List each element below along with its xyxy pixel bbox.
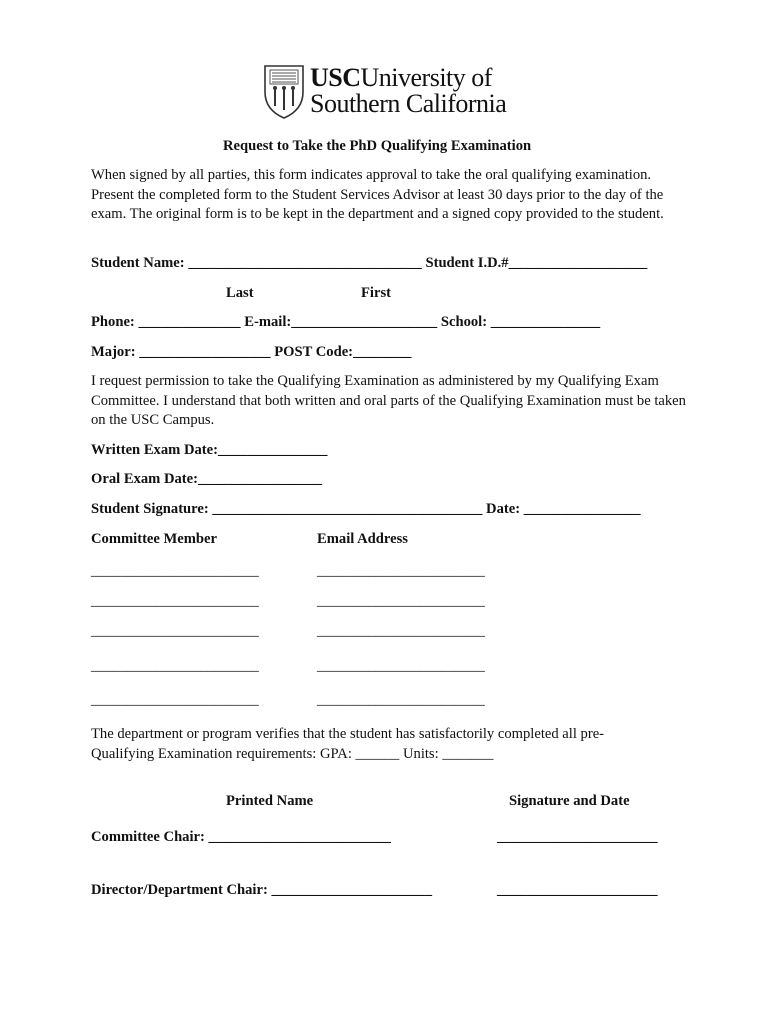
written-exam-row [91,441,327,460]
intro-paragraph: When signed by all parties, this form indicates approval to take the oral qualifying examination. Present the completed form to the Student Services Advisor at least 30 days prior to the day of the exam. The original form is to be kept in the department and a signed copy provided to the student. [91,167,664,222]
email-label: E-mail: [244,314,292,330]
units-label: Units: [399,746,443,762]
logo-line-2: Southern California [310,89,507,118]
email-address-header: Email Address [317,531,408,547]
student-name-label: Student Name: [91,255,185,271]
committee-email-field[interactable]: _______________________ [317,658,485,674]
written-exam-label: Written Exam Date: [91,442,218,458]
major-field[interactable]: __________________ [139,344,271,360]
post-code-label: POST Code: [274,344,354,360]
major-row [91,343,411,362]
student-signature-row [91,500,640,519]
student-signature-label: Student Signature: [91,501,209,517]
contact-row [91,313,600,332]
director-row [91,881,432,900]
committee-email-field[interactable]: _______________________ [317,623,485,639]
committee-email-field[interactable]: _______________________ [317,563,485,579]
oral-exam-row [91,470,322,489]
student-name-field[interactable]: ________________________________ [188,255,422,271]
student-signature-field[interactable]: _____________________________________ [212,501,483,517]
units-field[interactable]: _______ [442,746,494,762]
committee-member-field[interactable]: _______________________ [91,692,259,708]
email-field[interactable]: ____________________ [291,314,438,330]
committee-member-field[interactable]: _______________________ [91,623,259,639]
date-label: Date: [486,501,521,517]
written-exam-field[interactable]: _______________ [218,442,328,458]
verify-line-2 [91,745,493,764]
signature-date-header: Signature and Date [509,793,630,809]
committee-chair-row [91,828,391,847]
last-label: Last [226,285,254,301]
verify-line-1: The department or program verifies that the student has satisfactorily completed all pre- [91,726,605,742]
form-title: Request to Take the PhD Qualifying Examination [223,138,532,154]
school-label: School: [440,314,488,330]
committee-email-field[interactable]: _______________________ [317,692,485,708]
student-id-field[interactable]: ___________________ [508,255,648,271]
phone-label: Phone: [91,314,135,330]
director-field[interactable]: ______________________ [271,882,433,898]
committee-chair-field[interactable]: _________________________ [208,829,391,845]
director-signature-field[interactable]: ______________________ [497,882,658,898]
student-id-label: Student I.D.# [425,255,509,271]
committee-chair-signature-field[interactable]: ______________________ [497,829,658,845]
student-name-row [91,254,647,273]
school-field[interactable]: _______________ [490,314,601,330]
committee-chair-label: Committee Chair: [91,829,205,845]
date-field[interactable]: ________________ [523,501,641,517]
gpa-field[interactable]: ______ [355,746,400,762]
major-label: Major: [91,344,136,360]
committee-member-header: Committee Member [91,531,218,547]
usc-logo [262,62,512,122]
oral-exam-field[interactable]: _________________ [198,471,323,487]
phone-field[interactable]: ______________ [138,314,241,330]
director-label: Director/Department Chair: [91,882,268,898]
committee-member-field[interactable]: _______________________ [91,658,259,674]
committee-member-field[interactable]: _______________________ [91,593,259,609]
committee-email-field[interactable]: _______________________ [317,593,485,609]
verify-gpa-text: Qualifying Examination requirements: GPA: [91,746,356,762]
usc-seal-icon [262,62,306,120]
logo-line-1: USCUniversity of [310,63,492,92]
printed-name-header: Printed Name [226,793,314,809]
first-label: First [361,285,391,301]
oral-exam-label: Oral Exam Date: [91,471,198,487]
permission-paragraph: I request permission to take the Qualifying Examination as administered by my Qualifying Exam Committee. I understand that both written and oral parts of the Qualifying Examination must be taken on the USC Campus. [91,373,686,428]
post-code-field[interactable]: ________ [353,344,412,360]
committee-member-field[interactable]: _______________________ [91,563,259,579]
